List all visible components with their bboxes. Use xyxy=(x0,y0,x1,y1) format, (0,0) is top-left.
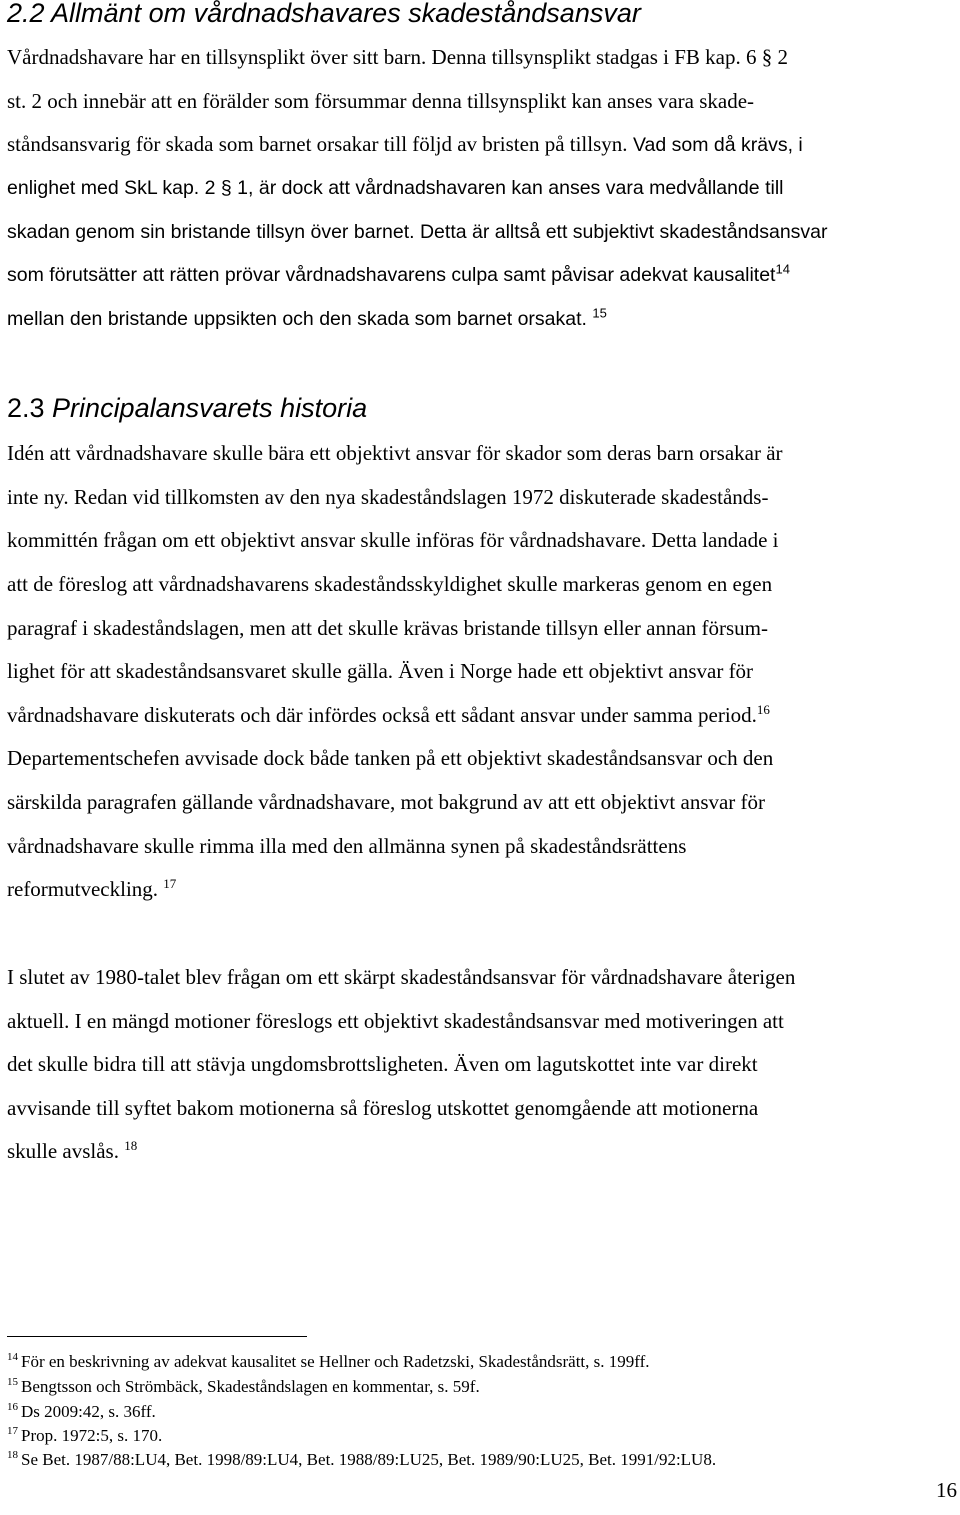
s23-line-4: att de föreslog att vårdnadshavarens skadeståndsskyldighet skulle markeras genom en egen xyxy=(7,572,773,596)
section-2-3-number: 2.3 xyxy=(7,393,45,423)
footnote-text: För en beskrivning av adekvat kausalitet se Hellner och Radetzski, Skadeståndsrätt, s. 199ff. xyxy=(21,1352,650,1371)
s22-line-5: skadan genom sin bristande tillsyn över barnet. Detta är alltså ett subjektivt skadeståndsansvar xyxy=(7,221,828,243)
s23-line-10: vårdnadshavare skulle rimma illa med den allmänna synen på skadeståndsrättens xyxy=(7,834,687,858)
s23-line-11-text: reformutveckling. xyxy=(7,877,159,901)
s22-line-1: Vårdnadshavare har en tillsynsplikt över sitt barn. Denna tillsynsplikt stadgas i FB kap. 6 § 2 xyxy=(7,45,788,69)
s22-line-3-serif: ståndsansvarig för skada som barnet orsakar till följd av bristen på tillsyn. xyxy=(7,132,628,156)
s22-line-3 xyxy=(7,132,803,156)
s23-line-11 xyxy=(7,877,176,901)
footnote-ref-17[interactable]: 17 xyxy=(163,876,177,891)
footnote-text: Bengtsson och Strömbäck, Skadeståndslagen en kommentar, s. 59f. xyxy=(21,1377,480,1396)
footnote-text: Prop. 1972:5, s. 170. xyxy=(21,1426,163,1445)
p3-line-4: avvisande till syftet bakom motionerna så föreslog utskottet genomgående att motionerna xyxy=(7,1096,759,1120)
footnote-18 xyxy=(7,1450,716,1470)
footnote-14 xyxy=(7,1352,650,1372)
page-number: 16 xyxy=(936,1478,957,1502)
s22-line-7 xyxy=(7,307,607,331)
footnote-ref-16[interactable]: 16 xyxy=(756,702,770,717)
footnote-separator xyxy=(7,1336,307,1337)
s23-line-5: paragraf i skadeståndslagen, men att det skulle krävas bristande tillsyn eller annan försum- xyxy=(7,616,769,640)
footnote-text: Se Bet. 1987/88:LU4, Bet. 1998/89:LU4, Bet. 1988/89:LU25, Bet. 1989/90:LU25, Bet. 1991/92:LU8. xyxy=(21,1450,717,1469)
s22-line-4: enlighet med SkL kap. 2 § 1, är dock att vårdnadshavaren kan anses vara medvållande till xyxy=(7,177,784,199)
footnote-number: 14 xyxy=(7,1351,18,1364)
p3-line-5-text: skulle avslås. xyxy=(7,1139,119,1163)
s22-line-6-text: som förutsätter att rätten prövar vårdnadshavarens culpa samt påvisar adekvat kausalitet xyxy=(7,264,776,286)
s23-line-7 xyxy=(7,703,770,727)
footnote-ref-15[interactable]: 15 xyxy=(592,305,607,321)
footnote-number: 18 xyxy=(7,1449,18,1462)
footnote-ref-14[interactable]: 14 xyxy=(775,261,790,277)
footnote-17 xyxy=(7,1426,162,1446)
s23-line-9: särskilda paragrafen gällande vårdnadshavare, mot bakgrund av att ett objektivt ansvar för xyxy=(7,790,766,814)
s22-line-2: st. 2 och innebär att en förälder som försummar denna tillsynsplikt kan anses vara skade- xyxy=(7,89,755,113)
footnote-15 xyxy=(7,1377,480,1397)
s22-line-6 xyxy=(7,263,790,287)
footnote-ref-18[interactable]: 18 xyxy=(124,1138,138,1153)
section-2-2-heading: 2.2 Allmänt om vårdnadshavares skadeståndsansvar xyxy=(7,0,641,28)
s23-line-8: Departementschefen avvisade dock både tanken på ett objektivt skadeståndsansvar och den xyxy=(7,746,774,770)
p3-line-5 xyxy=(7,1139,137,1163)
s23-line-2: inte ny. Redan vid tillkomsten av den nya skadeståndslagen 1972 diskuterade skadestånds- xyxy=(7,485,769,509)
footnote-number: 16 xyxy=(7,1401,18,1414)
section-2-3-heading xyxy=(7,393,367,424)
s23-line-1: Idén att vårdnadshavare skulle bära ett objektivt ansvar för skador som deras barn orsakar är xyxy=(7,441,783,465)
footnote-16 xyxy=(7,1402,156,1422)
footnote-number: 15 xyxy=(7,1376,18,1389)
section-2-3-title: Principalansvarets historia xyxy=(44,393,368,423)
footnote-text: Ds 2009:42, s. 36ff. xyxy=(21,1402,156,1421)
s22-line-3-sans: Vad som då krävs, i xyxy=(627,134,803,156)
s23-line-3: kommittén frågan om ett objektivt ansvar skulle införas för vårdnadshavare. Detta landade i xyxy=(7,528,779,552)
s23-line-6: lighet för att skadeståndsansvaret skulle gälla. Även i Norge hade ett objektivt ansvar för xyxy=(7,659,754,683)
p3-line-3: det skulle bidra till att stävja ungdomsbrottsligheten. Även om lagutskottet inte var direkt xyxy=(7,1052,758,1076)
p3-line-2: aktuell. I en mängd motioner föreslogs ett objektivt skadeståndsansvar med motiveringen att xyxy=(7,1009,784,1033)
footnote-number: 17 xyxy=(7,1425,18,1438)
p3-line-1: I slutet av 1980-talet blev frågan om ett skärpt skadeståndsansvar för vårdnadshavare återigen xyxy=(7,965,796,989)
s22-line-7-text: mellan den bristande uppsikten och den skada som barnet orsakat. xyxy=(7,308,587,330)
s23-line-7-text: vårdnadshavare diskuterats och där infördes också ett sådant ansvar under samma period. xyxy=(7,703,757,727)
